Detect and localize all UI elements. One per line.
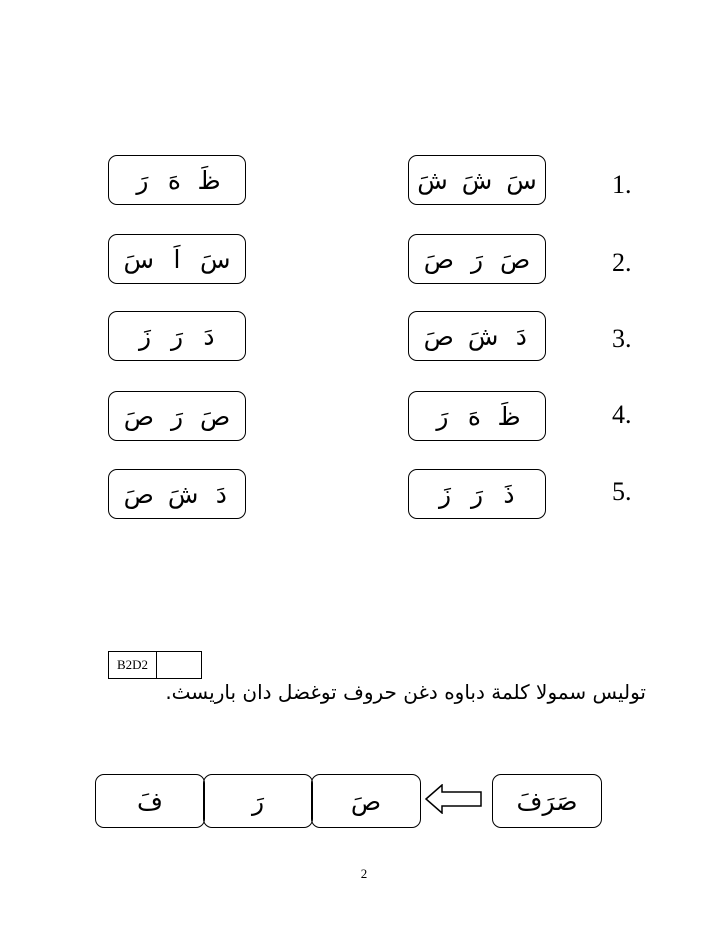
letter: شَ [461, 165, 493, 195]
letter: رَ [470, 244, 484, 274]
letter: اَ [173, 244, 181, 274]
row-number: 3. [612, 324, 632, 353]
letter: دَ [215, 479, 227, 509]
instruction-text: توليس سمولا كلمة دباوه دغن حروف توغضل دان باريسث. [165, 680, 646, 704]
answer-letter-box [108, 391, 246, 441]
letter: صَ [500, 244, 531, 274]
letter: دَ [515, 321, 527, 351]
letter: دَ [203, 321, 215, 351]
row-number: 4. [612, 400, 632, 429]
letter: شَ [467, 321, 499, 351]
letter: سَ [123, 244, 154, 274]
row-number: 2. [612, 248, 632, 277]
letter: صَ [423, 321, 454, 351]
example-letter: فَ [137, 786, 163, 816]
letter: ظَ [497, 401, 521, 431]
answer-letter-box [108, 311, 246, 361]
letter: هَ [167, 165, 181, 195]
letter: زَ [138, 321, 152, 351]
letter: شَ [417, 165, 448, 195]
letter: رَ [470, 479, 484, 509]
answer-letter-box [108, 155, 246, 205]
letter: زَ [438, 479, 452, 509]
left-arrow-icon [425, 784, 483, 814]
letter: صَ [123, 401, 154, 431]
question-letter-box [408, 311, 546, 361]
question-letter-box [408, 391, 546, 441]
example-letter-box [95, 774, 205, 828]
row-number: 1. [612, 170, 632, 199]
letter: صَ [123, 479, 154, 509]
example-word: صَرَفَ [516, 786, 578, 816]
letter: صَ [423, 244, 454, 274]
letter: رَ [170, 321, 184, 351]
letter: هَ [467, 401, 481, 431]
letter: سَ [200, 244, 231, 274]
answer-letter-box [108, 234, 246, 284]
page-number: 2 [360, 866, 368, 881]
letter: رَ [436, 401, 449, 431]
letter: شَ [167, 479, 199, 509]
letter: ذَ [503, 479, 515, 509]
letter: صَ [200, 401, 231, 431]
answer-letter-box [108, 469, 246, 519]
example-letter-box [311, 774, 421, 828]
question-letter-box [408, 469, 546, 519]
section-code: B2D2 [109, 652, 157, 678]
example-letter-box [203, 774, 313, 828]
letter: ظَ [197, 165, 221, 195]
example-word-box [492, 774, 602, 828]
question-letter-box [408, 234, 546, 284]
question-letter-box [408, 155, 546, 205]
letter: رَ [170, 401, 184, 431]
example-letter: رَ [251, 786, 265, 816]
row-number: 5. [612, 477, 632, 506]
letter: رَ [136, 165, 149, 195]
example-letter: صَ [350, 786, 382, 816]
letter: سَ [506, 165, 537, 195]
